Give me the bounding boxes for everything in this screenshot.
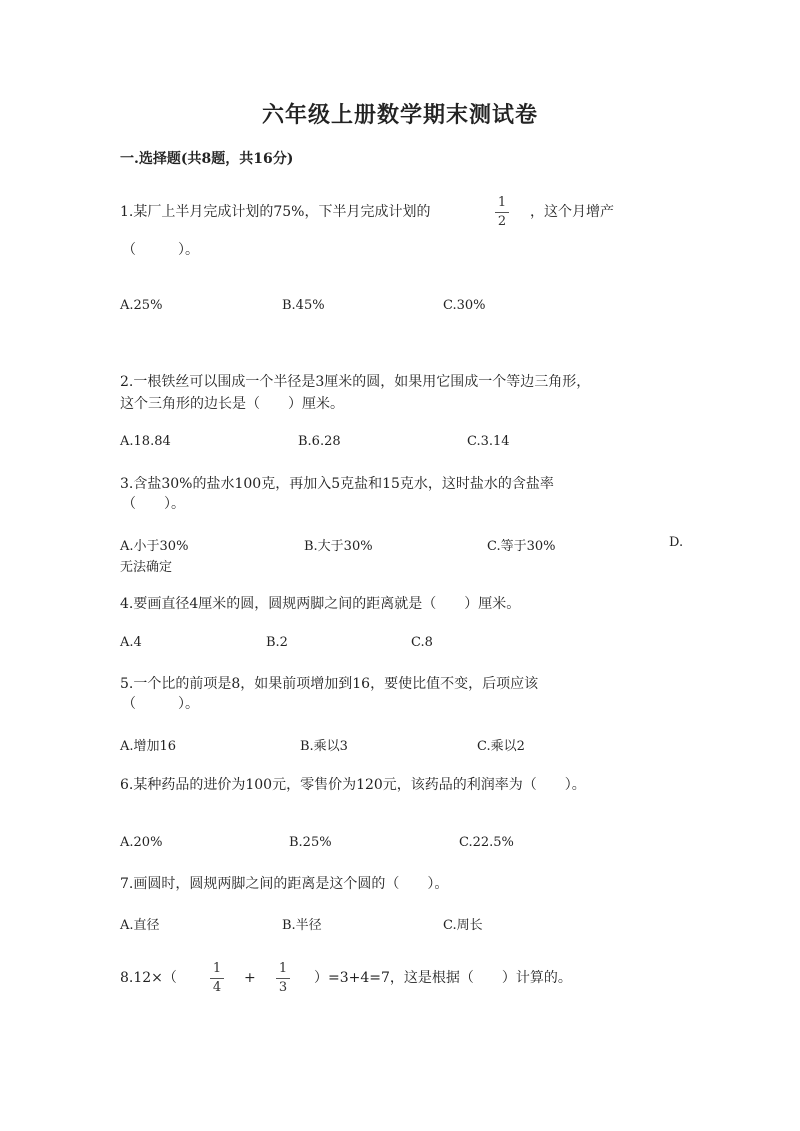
option-c[interactable]: C.等于30% (487, 539, 556, 554)
question-text: 8.12×（ (120, 970, 177, 986)
plus-sign: + (244, 970, 256, 986)
option-b[interactable]: B.乘以3 (300, 739, 348, 754)
fraction-numerator: 1 (497, 195, 507, 210)
option-c[interactable]: C.周长 (443, 918, 483, 933)
fraction-denominator: 2 (497, 214, 507, 229)
option-b[interactable]: B.半径 (282, 918, 322, 933)
option-c[interactable]: C.乘以2 (477, 739, 525, 754)
question-text: 6.某种药品的进价为100元，零售价为120元，该药品的利润率为（ ）。 (120, 777, 586, 793)
fraction-one-quarter (210, 962, 224, 995)
question-text: 1.某厂上半月完成计划的75%，下半月完成计划的 (120, 204, 431, 220)
option-a[interactable]: A.4 (120, 635, 142, 650)
fraction-bar (495, 212, 509, 213)
fraction-bar (210, 978, 224, 979)
question-text: 5.一个比的前项是8，如果前项增加到16，要使比值不变，后项应该 (120, 676, 539, 692)
option-b[interactable]: B.45% (282, 298, 325, 313)
question-text-continued: ）=3+4=7，这是根据（ ）计算的。 (314, 970, 572, 986)
fraction-denominator: 3 (278, 980, 288, 995)
option-b[interactable]: B.2 (266, 635, 288, 650)
option-c[interactable]: C.30% (443, 298, 486, 313)
question-text: 2.一根铁丝可以围成一个半径是3厘米的圆，如果用它围成一个等边三角形， (120, 374, 591, 390)
question-text: 7.画圆时，圆规两脚之间的距离是这个圆的（ ）。 (120, 876, 449, 892)
question-text-continued: ，这个月增产 (530, 204, 614, 220)
option-d-text[interactable]: 无法确定 (120, 560, 173, 575)
fraction-denominator: 4 (212, 980, 222, 995)
fraction-numerator: 1 (278, 961, 288, 976)
question-text-line2: （ ）。 (122, 496, 185, 512)
fraction-bar (276, 978, 290, 979)
option-a[interactable]: A.18.84 (120, 434, 171, 449)
question-text: 3.含盐30%的盐水100克，再加入5克盐和15克水，这时盐水的含盐率 (120, 476, 554, 492)
section-heading: 一.选择题(共8题，共16分) (120, 151, 294, 167)
option-a[interactable]: A.小于30% (120, 539, 189, 554)
question-text-line2: 这个三角形的边长是（ ）厘米。 (120, 396, 344, 412)
option-a[interactable]: A.增加16 (120, 739, 177, 754)
option-b[interactable]: B.大于30% (304, 539, 373, 554)
option-c[interactable]: C.8 (411, 635, 433, 650)
option-a[interactable]: A.20% (120, 835, 163, 850)
question-text-line2: （ ）。 (122, 696, 199, 712)
option-b[interactable]: B.25% (289, 835, 332, 850)
option-a[interactable]: A.直径 (120, 918, 160, 933)
fraction-one-third (276, 962, 290, 995)
option-d[interactable]: D. (669, 535, 684, 550)
option-c[interactable]: C.3.14 (467, 434, 510, 449)
page-title: 六年级上册数学期末测试卷 (261, 102, 538, 128)
answer-blank: （ ）。 (122, 242, 199, 258)
option-c[interactable]: C.22.5% (459, 835, 514, 850)
fraction-numerator: 1 (212, 961, 222, 976)
question-text: 4.要画直径4厘米的圆，圆规两脚之间的距离就是（ ）厘米。 (120, 596, 521, 612)
option-a[interactable]: A.25% (120, 298, 163, 313)
option-b[interactable]: B.6.28 (298, 434, 341, 449)
fraction-one-half (495, 196, 509, 229)
